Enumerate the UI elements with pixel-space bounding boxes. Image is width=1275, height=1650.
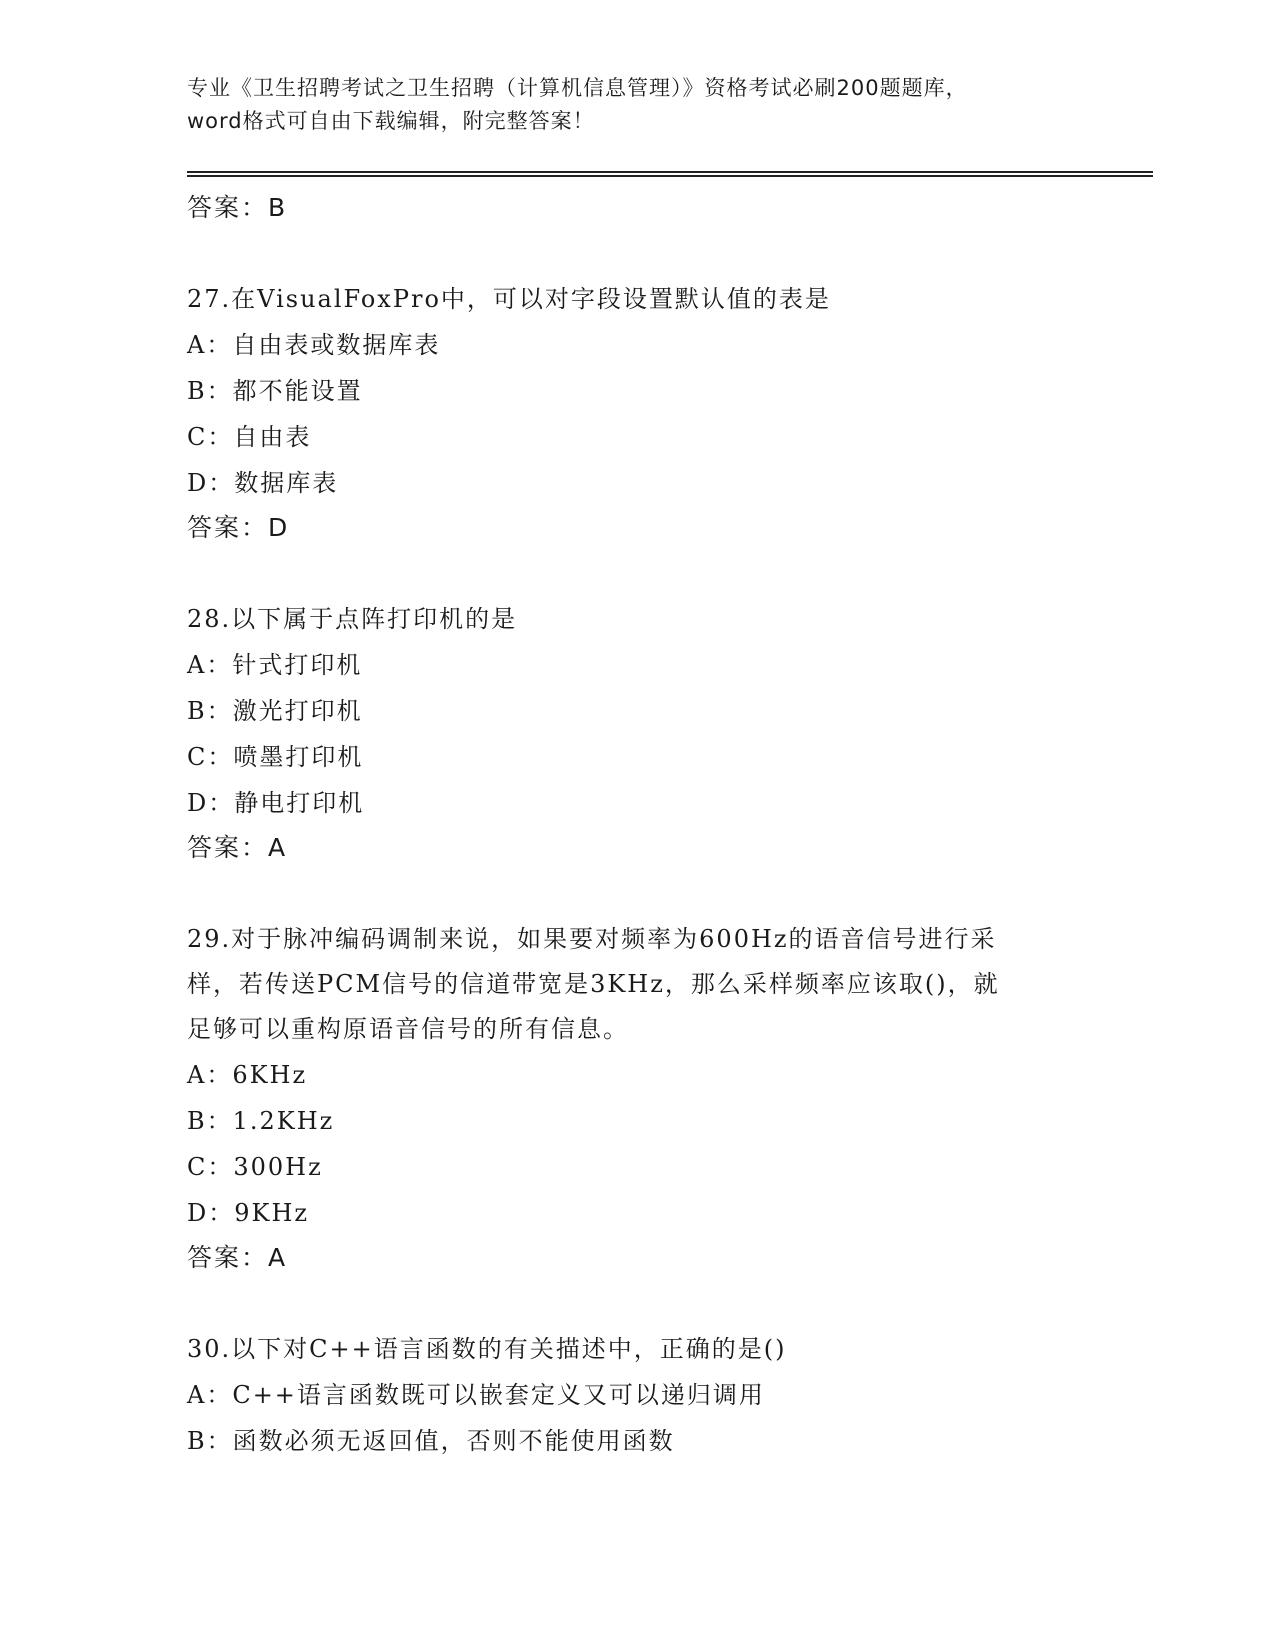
option-b: B：都不能设置	[187, 377, 363, 405]
option-d: D：9KHz	[187, 1199, 310, 1227]
document-header	[187, 72, 1087, 138]
option-a: A：针式打印机	[187, 651, 363, 679]
option-c: C：喷墨打印机	[187, 743, 364, 771]
option-d: D：数据库表	[187, 469, 339, 497]
question-text: 27.在VisualFoxPro中，可以对字段设置默认值的表是	[187, 285, 831, 313]
question-text: 28.以下属于点阵打印机的是	[187, 605, 518, 633]
header-line-2: word格式可自由下载编辑，附完整答案！	[187, 109, 595, 133]
option-b: B：1.2KHz	[187, 1107, 335, 1135]
option-a: A：6KHz	[187, 1061, 308, 1089]
header-rule-top	[187, 171, 1153, 173]
question-text-line-3: 足够可以重构原语音信号的所有信息。	[187, 1015, 629, 1043]
option-b: B：函数必须无返回值，否则不能使用函数	[187, 1427, 675, 1455]
answer-line: 答案：B	[187, 193, 288, 222]
question-text-line-1: 29.对于脉冲编码调制来说，如果要对频率为600Hz的语音信号进行采	[187, 925, 997, 953]
header-rule-bottom	[187, 175, 1153, 177]
option-b: B：激光打印机	[187, 697, 363, 725]
option-a: A：自由表或数据库表	[187, 331, 441, 359]
answer-line: 答案：D	[187, 513, 290, 542]
question-list	[187, 186, 1087, 1464]
header-line-1: 专业《卫生招聘考试之卫生招聘（计算机信息管理）》资格考试必刷200题题库，	[187, 76, 968, 100]
option-d: D：静电打印机	[187, 789, 365, 817]
answer-line: 答案：A	[187, 833, 288, 862]
option-a: A：C++语言函数既可以嵌套定义又可以递归调用	[187, 1381, 765, 1409]
option-c: C：自由表	[187, 423, 312, 451]
question-text-line-2: 样，若传送PCM信号的信道带宽是3KHz，那么采样频率应该取()，就	[187, 970, 1000, 998]
option-c: C：300Hz	[187, 1153, 323, 1181]
question-text: 30.以下对C++语言函数的有关描述中，正确的是()	[187, 1335, 787, 1363]
answer-line: 答案：A	[187, 1243, 288, 1272]
